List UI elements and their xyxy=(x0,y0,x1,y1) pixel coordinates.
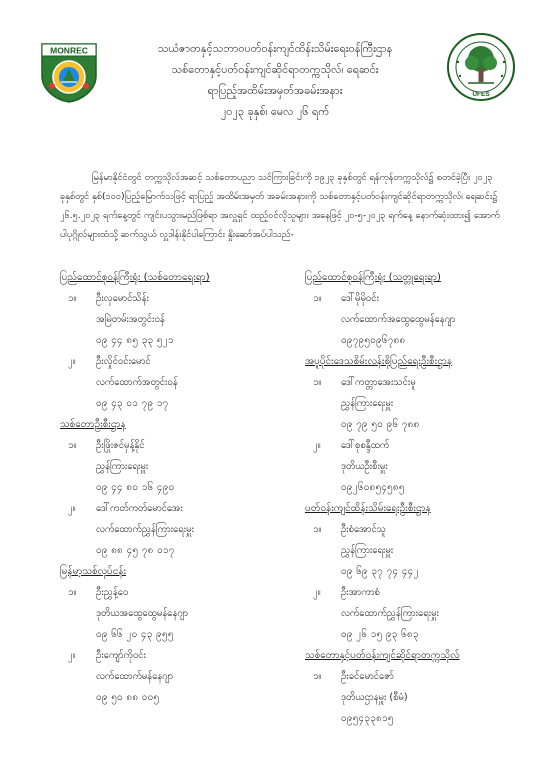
contact-section xyxy=(60,267,290,414)
section-title: ပြည်ထောင်စုဝန်ကြီးရုံး (သစ်တောရေးရာ) xyxy=(60,272,210,283)
contact-position: လက်ထောက်အတွင်းဝန် xyxy=(96,377,178,388)
contact-name: ဦးစံအောင်သူ xyxy=(341,524,386,535)
contact-column-left xyxy=(60,267,290,708)
contact-position: ဒုတိယဦးစီးမှူး xyxy=(341,461,388,472)
document-header xyxy=(110,38,440,122)
entry-number: ၂။ xyxy=(68,356,76,367)
contact-position: လက်ထောက်ညွှန်ကြားရေးမှူး xyxy=(96,524,194,535)
contact-section xyxy=(60,561,290,708)
contact-position: လက်ထောက်ညွှန်ကြားရေးမှူး xyxy=(341,608,439,619)
contact-section xyxy=(305,645,535,729)
contact-phone: ၀၉ ၂၆ ၁၅ ၉၃ ၆၈၃ xyxy=(341,629,419,640)
section-title: အပူပိုင်းဒေသစိမ်းလန်းစိုပြည်ရေးဦးစီးဌာန xyxy=(305,356,453,367)
contact-name: ဦးညွှန့်ဝေ xyxy=(96,587,129,598)
ufes-logo-text: UFES xyxy=(472,91,490,98)
contact-position: လက်ထောက်အထွေထွေမန်နေဂျာ xyxy=(341,314,456,325)
header-date: ၂၀၂၃ ခုနှစ်၊ မေလ ၂၆ ရက် xyxy=(220,105,330,118)
entry-number: ၂။ xyxy=(313,587,321,598)
section-title: ပြည်ထောင်စုဝန်ကြီးရုံး (သတ္တုရေးရာ) xyxy=(305,272,441,283)
contact-entry xyxy=(305,666,535,729)
header-university: သစ်တောနှင့်ပတ်ဝန်းကျင်ဆိုင်ရာတက္ကသိုလ်၊ ရေဆင်း xyxy=(171,63,379,76)
entry-number: ၂။ xyxy=(313,440,321,451)
contact-name: ဦးခင်မောင်ဇော် xyxy=(341,671,394,682)
contact-entry xyxy=(60,435,290,498)
contact-phone: ၀၉ ၆၉ ၃၇ ၇၄ ၄၄၂ xyxy=(341,566,419,577)
contact-phone: ၀၉၂၆၀၈၅၄၅၈၅ xyxy=(341,482,405,493)
contact-entry xyxy=(60,288,290,351)
contact-phone: ၀၉၇၉၅၀၉၆၇၈၈ xyxy=(341,335,406,346)
ufes-logo xyxy=(446,32,516,102)
contact-position: ဒုတိယအထွေထွေမန်နေဂျာ xyxy=(96,608,189,619)
contact-name: ဒေါ်စုစန္ဒီထက် xyxy=(341,440,390,451)
monrec-logo-text: MONREC xyxy=(50,45,88,56)
contact-section xyxy=(60,414,290,561)
contact-section xyxy=(305,498,535,645)
entry-number: ၁။ xyxy=(313,524,322,535)
contact-phone: ၀၉ ၄၃ ၀၁ ၇၉ ၁၇ xyxy=(96,398,169,409)
contact-position: ညွှန်ကြားရေးမှူး xyxy=(96,461,149,472)
entry-number: ၁။ xyxy=(68,293,77,304)
contact-entry xyxy=(305,519,535,582)
entry-number: ၂။ xyxy=(68,503,76,514)
contact-name: ဦးအာကာစံ xyxy=(341,587,380,598)
announcement-paragraph: မြန်မာနိုင်ငံတွင် တက္ကသိုလ်အဆင့် သစ်တောပညာ သင်ကြားခြင်းကို ၁၉၂၃ ခုနှစ်တွင် ရန်ကုန်တက္ကသိုလ်၌ စတင်ခဲ့ပြီး ၂၀၂၃ ခုနှစ်တွင် နှစ်(၁၀၀)ပြည့်မြောက်သဖြင့် ရာပြည့် အထိမ်းအမှတ် အခမ်းအနားကို သစ်တောနှင့်ပတ်ဝန်းကျင်ဆိုင်ရာတက္ကသိုလ်၊ ရေဆင်း၌ ၂၆.၅.၂၀၂၃ ရက်နေ့တွင် ကျင်းပသွားမည်ဖြစ်ရာ အလှူရှင် ထည့်ဝင်လိုသူများ အနေဖြင့် ၂၀-၅-၂၀၂၃ ရက်နေ့ နောက်ဆုံးထား၍ အောက်ပါပုဂ္ဂိုလ်များထံသို့ ဆက်သွယ် လှူဒါန်းနိုင်ပါကြောင်း နှိုးဆော်အပ်ပါသည်- xyxy=(60,172,500,240)
section-title: မြန်မာ့သစ်လုပ်ငန်း xyxy=(60,566,127,577)
contact-position: ညွှန်ကြားရေးမှူး xyxy=(341,398,394,409)
contact-phone: ၀၉ ၆၆ ၂၀ ၄၃ ၉၅၅ xyxy=(96,629,174,640)
contact-name: ဒေါ်ကတ်ကတ်မောင်အေး xyxy=(96,503,183,514)
contact-entry xyxy=(60,645,290,708)
entry-number: ၁။ xyxy=(313,671,322,682)
contact-entry xyxy=(60,351,290,414)
contact-position: ညွှန်ကြားရေးမှူး xyxy=(341,545,394,556)
contact-position: လက်ထောက်မန်နေဂျာ xyxy=(96,671,174,682)
entry-number: ၁။ xyxy=(313,293,322,304)
header-event: ရာပြည့်အထိမ်းအမှတ်အခမ်းအနား xyxy=(207,84,343,97)
contact-entry xyxy=(305,582,535,645)
announcement-body xyxy=(60,168,500,244)
contact-name: ဦးလှမောင်သိန်း xyxy=(96,293,149,304)
header-ministry: သယံဇာတနှင့်သဘာဝပတ်ဝန်းကျင်ထိန်းသိမ်းရေးဝန်ကြီးဌာန xyxy=(157,42,393,55)
contact-phone: ၀၉ ၄၄ ၈၀ ၁၆ ၄၉၀ xyxy=(96,482,175,493)
contact-entry xyxy=(305,288,535,351)
contact-position: ဒုတိယဌာနမှူး (စီမံ) xyxy=(341,692,408,703)
contact-column-right xyxy=(305,267,535,729)
contact-phone: ၀၉၅၄၃၃၈၁၅ xyxy=(341,713,394,724)
entry-number: ၁။ xyxy=(313,377,322,388)
entry-number: ၁။ xyxy=(68,587,77,598)
monrec-logo xyxy=(36,38,102,104)
contact-name: ဦးဖြိုးဇင်မှန့်နိုင် xyxy=(96,440,145,451)
contact-phone: ၀၉ ၇၉ ၅၀ ၉၆ ၇၈၈ xyxy=(341,419,420,430)
contact-position: အမြဲတမ်းအတွင်းဝန် xyxy=(96,314,165,325)
entry-number: ၁။ xyxy=(68,440,77,451)
contact-name: ဒေါ်ကတ္တာအေးသင်းမူ xyxy=(341,377,416,388)
contact-entry xyxy=(60,498,290,561)
contact-name: ဦးကျော်ကိုဝင်း xyxy=(96,650,146,661)
contact-entry xyxy=(60,582,290,645)
section-title: သစ်တောနှင့်ပတ်ဝန်းကျင်ဆိုင်ရာတက္ကသိုလ် xyxy=(305,650,460,661)
contact-section xyxy=(305,267,535,351)
contact-entry xyxy=(305,372,535,435)
section-title: ပတ်ဝန်းကျင်ထိန်းသိမ်းရေးဦးစီးဌာန xyxy=(305,503,431,514)
contact-section xyxy=(305,351,535,498)
contact-phone: ၀၉ ၈၈ ၄၅ ၇၈ ၀၁၇ xyxy=(96,545,175,556)
contact-phone: ၀၉ ၄၄ ၈၅ ၃၃ ၅၂၁ xyxy=(96,335,174,346)
contact-phone: ၀၉ ၅၀ ၈၈ ၀၀၅ xyxy=(96,692,160,703)
contact-name: ဦးလှိုင်ဝင်းမောင် xyxy=(96,356,151,367)
section-title: သစ်တောဦးစီးဌာန xyxy=(60,419,126,430)
contact-name: ဒေါ်မိုမိုဝင်း xyxy=(341,293,379,304)
contact-entry xyxy=(305,435,535,498)
entry-number: ၂။ xyxy=(68,650,76,661)
